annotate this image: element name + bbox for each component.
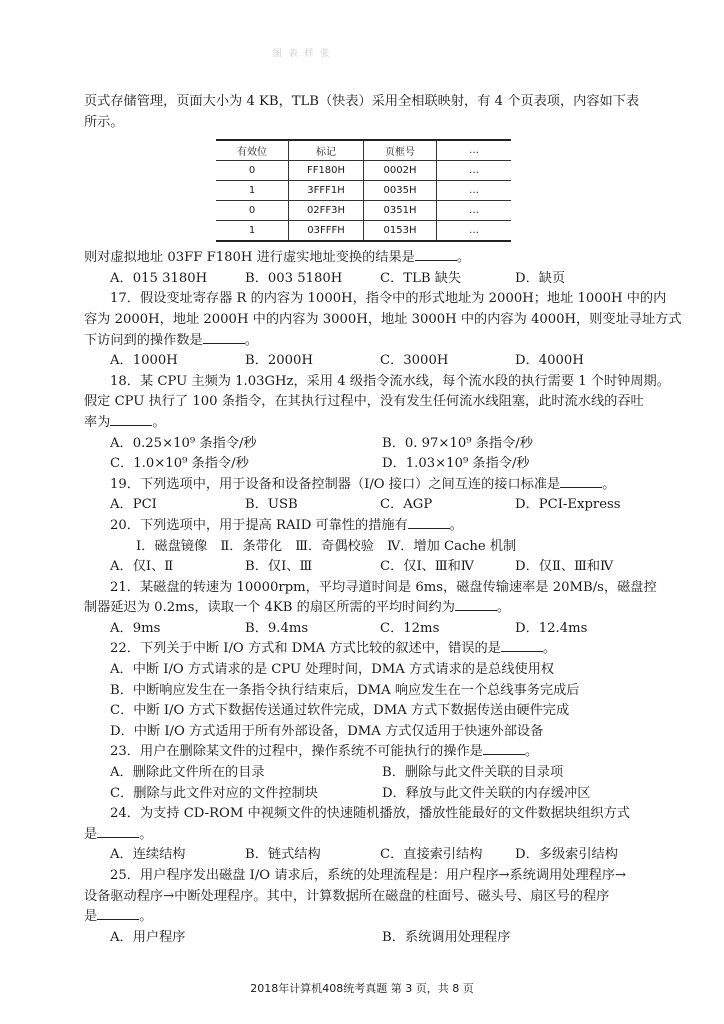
table-row: [216, 201, 511, 221]
answer-blank: [97, 825, 139, 838]
cell-frame: 0002H: [364, 161, 437, 181]
table-row: [216, 181, 511, 201]
q21-line-2: [84, 598, 650, 619]
q24-end: 。: [139, 826, 153, 842]
q21-option-b: B．9.4ms: [245, 620, 309, 636]
cell-tag: 3FFF1H: [289, 181, 364, 201]
q24-line-2: [84, 825, 650, 846]
cell-more: …: [437, 161, 512, 181]
q18-option-a: A．0.25×10⁹ 条指令/秒: [110, 435, 257, 451]
q25-end: 。: [139, 909, 153, 925]
q22-end: 。: [542, 641, 557, 657]
cell-frame: 0035H: [364, 181, 437, 201]
q18-options-row-1: [84, 434, 650, 455]
q22-option-a: A．中断 I/O 方式请求的是 CPU 处理时间，DMA 方式请求的是总线使用权: [110, 662, 555, 678]
q25-options: [84, 928, 650, 949]
table-header-row: [216, 140, 511, 161]
intro-line-2: 所示。: [84, 114, 124, 130]
exam-content: [84, 92, 682, 948]
q25-line-2: 设备驱动程序→中断处理程序。其中，计算数据所在磁盘的柱面号、磁头号、扇区号的程序: [84, 888, 610, 904]
answer-blank: [203, 331, 245, 344]
q20-stem: [84, 516, 650, 537]
q24-option-a: A．连续结构: [110, 847, 186, 863]
cell-valid: 1: [216, 181, 289, 201]
q17-option-c: C．3000H: [380, 353, 449, 369]
answer-blank: [110, 413, 152, 426]
q24-option-b: B．链式结构: [245, 847, 321, 863]
cell-more: …: [437, 201, 512, 221]
q23-stem: [84, 742, 650, 763]
q23-option-b: B．删除与此文件关联的目录项: [382, 765, 564, 781]
q23-option-c: C．删除与此文件对应的文件控制块: [110, 785, 318, 801]
cell-tag: 03FFFH: [289, 221, 364, 242]
q16-option-a: A．015 3180H: [110, 270, 208, 286]
q17-line-1: 17．假设变址寄存器 R 的内容为 1000H，指令中的形式地址为 2000H；地址 1000H 中的内: [110, 291, 667, 307]
q16-option-b: B．003 5180H: [245, 270, 343, 286]
q18-line-3: [84, 413, 650, 434]
q18-line-3-text: 率为: [84, 414, 111, 430]
intro-line-1: 页式存储管理，页面大小为 4 KB，TLB（快表）采用全相联映射，有 4 个页表项，内容如下表: [84, 94, 640, 109]
q22-stem-text: 22．下列关于中断 I/O 方式和 DMA 方式比较的叙述中，错误的是: [110, 641, 501, 657]
q24-line-1: 24．为支持 CD-ROM 中视频文件的快速随机播放，播放性能最好的文件数据块组织方式: [110, 806, 630, 822]
q22-stem: [84, 639, 650, 660]
q16-option-d: D．缺页: [515, 270, 566, 286]
q19-stem: [84, 475, 650, 496]
q23-end: 。: [524, 744, 539, 760]
q18-option-b: B．0. 97×10⁹ 条指令/秒: [382, 435, 533, 451]
q20-options: [84, 557, 650, 578]
q19-options: [84, 495, 650, 516]
q21-option-a: A．9ms: [110, 620, 161, 636]
q25-option-b: B．系统调用处理程序: [382, 929, 511, 945]
q25-line-1: 25．用户程序发出磁盘 I/O 请求后，系统的处理流程是：用户程序→系统调用处理程序→: [110, 868, 627, 883]
table-row: [216, 161, 511, 181]
q22-option-b: B．中断响应发生在一条指令执行结束后，DMA 响应发生在一个总线事务完成后: [110, 682, 580, 698]
q16-option-c: C．TLB 缺失: [380, 270, 462, 286]
q17-line-3-text: 下访问到的操作数是: [84, 332, 203, 348]
answer-blank: [408, 516, 450, 529]
q20-option-b: B．仅Ⅰ、Ⅲ: [245, 559, 313, 575]
cell-frame: 0153H: [364, 221, 437, 242]
header-more: …: [437, 140, 512, 161]
answer-blank: [483, 742, 525, 755]
q25-line-3-text: 是: [84, 909, 98, 925]
q16-options: [84, 269, 650, 290]
q22-option-d: D．中断 I/O 方式适用于所有外部设备，DMA 方式仅适用于快速外部设备: [110, 723, 544, 739]
q22-option-c: C．中断 I/O 方式下数据传送通过软件完成，DMA 方式下数据传送由硬件完成: [110, 703, 570, 719]
tlb-table: [216, 139, 511, 242]
q16-stem-text: 则对虚拟地址 03FF F180H 进行虚实地址变换的结果是: [84, 250, 415, 266]
q25-line-3: [84, 907, 650, 928]
q23-option-a: A．删除此文件所在的目录: [110, 765, 265, 781]
answer-blank: [455, 598, 497, 611]
q17-end: 。: [244, 332, 258, 348]
answer-blank: [415, 248, 457, 261]
header-tag: 标记: [289, 140, 364, 161]
q24-option-c: C．直接索引结构: [380, 847, 483, 863]
q23-options-row-2: [84, 784, 650, 805]
q23-stem-text: 23．用户在删除某文件的过程中，操作系统不可能执行的操作是: [110, 744, 483, 760]
q24-line-2-text: 是: [84, 826, 98, 842]
q21-end: 。: [496, 600, 511, 616]
q17-line-2: 容为 2000H，地址 2000H 中的内容为 3000H，地址 3000H 中的内容为 4000H，则变址寻址方式: [84, 311, 682, 327]
q18-line-1: 18．某 CPU 主频为 1.03GHz，采用 4 级指令流水线，每个流水段的执行需要 1 个时钟周期。: [110, 373, 670, 389]
cell-more: …: [437, 221, 512, 242]
q21-line-1: 21．某磁盘的转速为 10000rpm，平均寻道时间是 6ms，磁盘传输速率是 20MB/s，磁盘控: [110, 579, 657, 595]
q17-option-a: A．1000H: [110, 353, 178, 369]
cell-tag: 02FF3H: [289, 201, 364, 221]
q21-option-c: C．12ms: [380, 620, 440, 636]
table-row: [216, 221, 511, 242]
q18-option-c: C．1.0×10⁹ 条指令/秒: [110, 456, 249, 472]
cell-valid: 0: [216, 201, 289, 221]
q21-options: [84, 619, 650, 640]
answer-blank: [501, 639, 543, 652]
q19-option-d: D．PCI-Express: [515, 497, 621, 513]
answer-blank: [560, 475, 602, 488]
header-valid: 有效位: [216, 140, 289, 161]
q20-option-c: C．仅Ⅰ、Ⅲ和Ⅳ: [380, 559, 474, 575]
q17-line-3: [84, 331, 650, 352]
q17-options: [84, 351, 650, 372]
q20-option-d: D．仅Ⅱ、Ⅲ和Ⅳ: [515, 559, 614, 575]
q17-option-b: B．2000H: [245, 353, 313, 369]
cell-tag: FF180H: [289, 161, 364, 181]
cell-valid: 0: [216, 161, 289, 181]
header-frame: 页框号: [364, 140, 437, 161]
cell-more: …: [437, 181, 512, 201]
watermark: 图 表 样 张: [272, 49, 332, 59]
q18-options-row-2: [84, 454, 650, 475]
q18-line-2: 假定 CPU 执行了 100 条指令，在其执行过程中，没有发生任何流水线阻塞，此时流水线的吞吐: [84, 394, 644, 410]
q21-option-d: D．12.4ms: [515, 620, 588, 636]
q19-stem-text: 19．下列选项中，用于设备和设备控制器（I/O 接口）之间互连的接口标准是: [110, 476, 561, 492]
q19-end: 。: [602, 476, 616, 492]
answer-blank: [97, 907, 139, 920]
cell-valid: 1: [216, 221, 289, 242]
q18-option-d: D．1.03×10⁹ 条指令/秒: [382, 456, 530, 472]
q20-items: Ⅰ．磁盘镜像 Ⅱ．条带化 Ⅲ．奇偶校验 Ⅳ．增加 Cache 机制: [136, 538, 517, 554]
q23-options-row-1: [84, 763, 650, 784]
q19-option-b: B．USB: [245, 497, 298, 513]
q20-option-a: A．仅Ⅰ、Ⅱ: [110, 559, 174, 575]
q25-option-a: A．用户程序: [110, 929, 186, 945]
q18-end: 。: [152, 414, 166, 430]
q24-options: [84, 845, 650, 866]
q16-stem: [84, 248, 650, 269]
q17-option-d: D．4000H: [515, 353, 584, 369]
q19-option-a: A．PCI: [110, 497, 157, 513]
q19-option-c: C．AGP: [380, 497, 433, 513]
q21-line-2-text: 制器延迟为 0.2ms，读取一个 4KB 的扇区所需的平均时间约为: [84, 600, 455, 616]
cell-frame: 0351H: [364, 201, 437, 221]
q20-stem-text: 20．下列选项中，用于提高 RAID 可靠性的措施有: [110, 517, 408, 533]
q23-option-d: D．释放与此文件关联的内存缓冲区: [382, 785, 591, 801]
q16-end: 。: [456, 250, 471, 266]
q20-end: 。: [449, 517, 463, 533]
q24-option-d: D．多级索引结构: [515, 847, 618, 863]
page-footer: 2018年计算机408统考真题 第 3 页，共 8 页: [250, 982, 474, 995]
